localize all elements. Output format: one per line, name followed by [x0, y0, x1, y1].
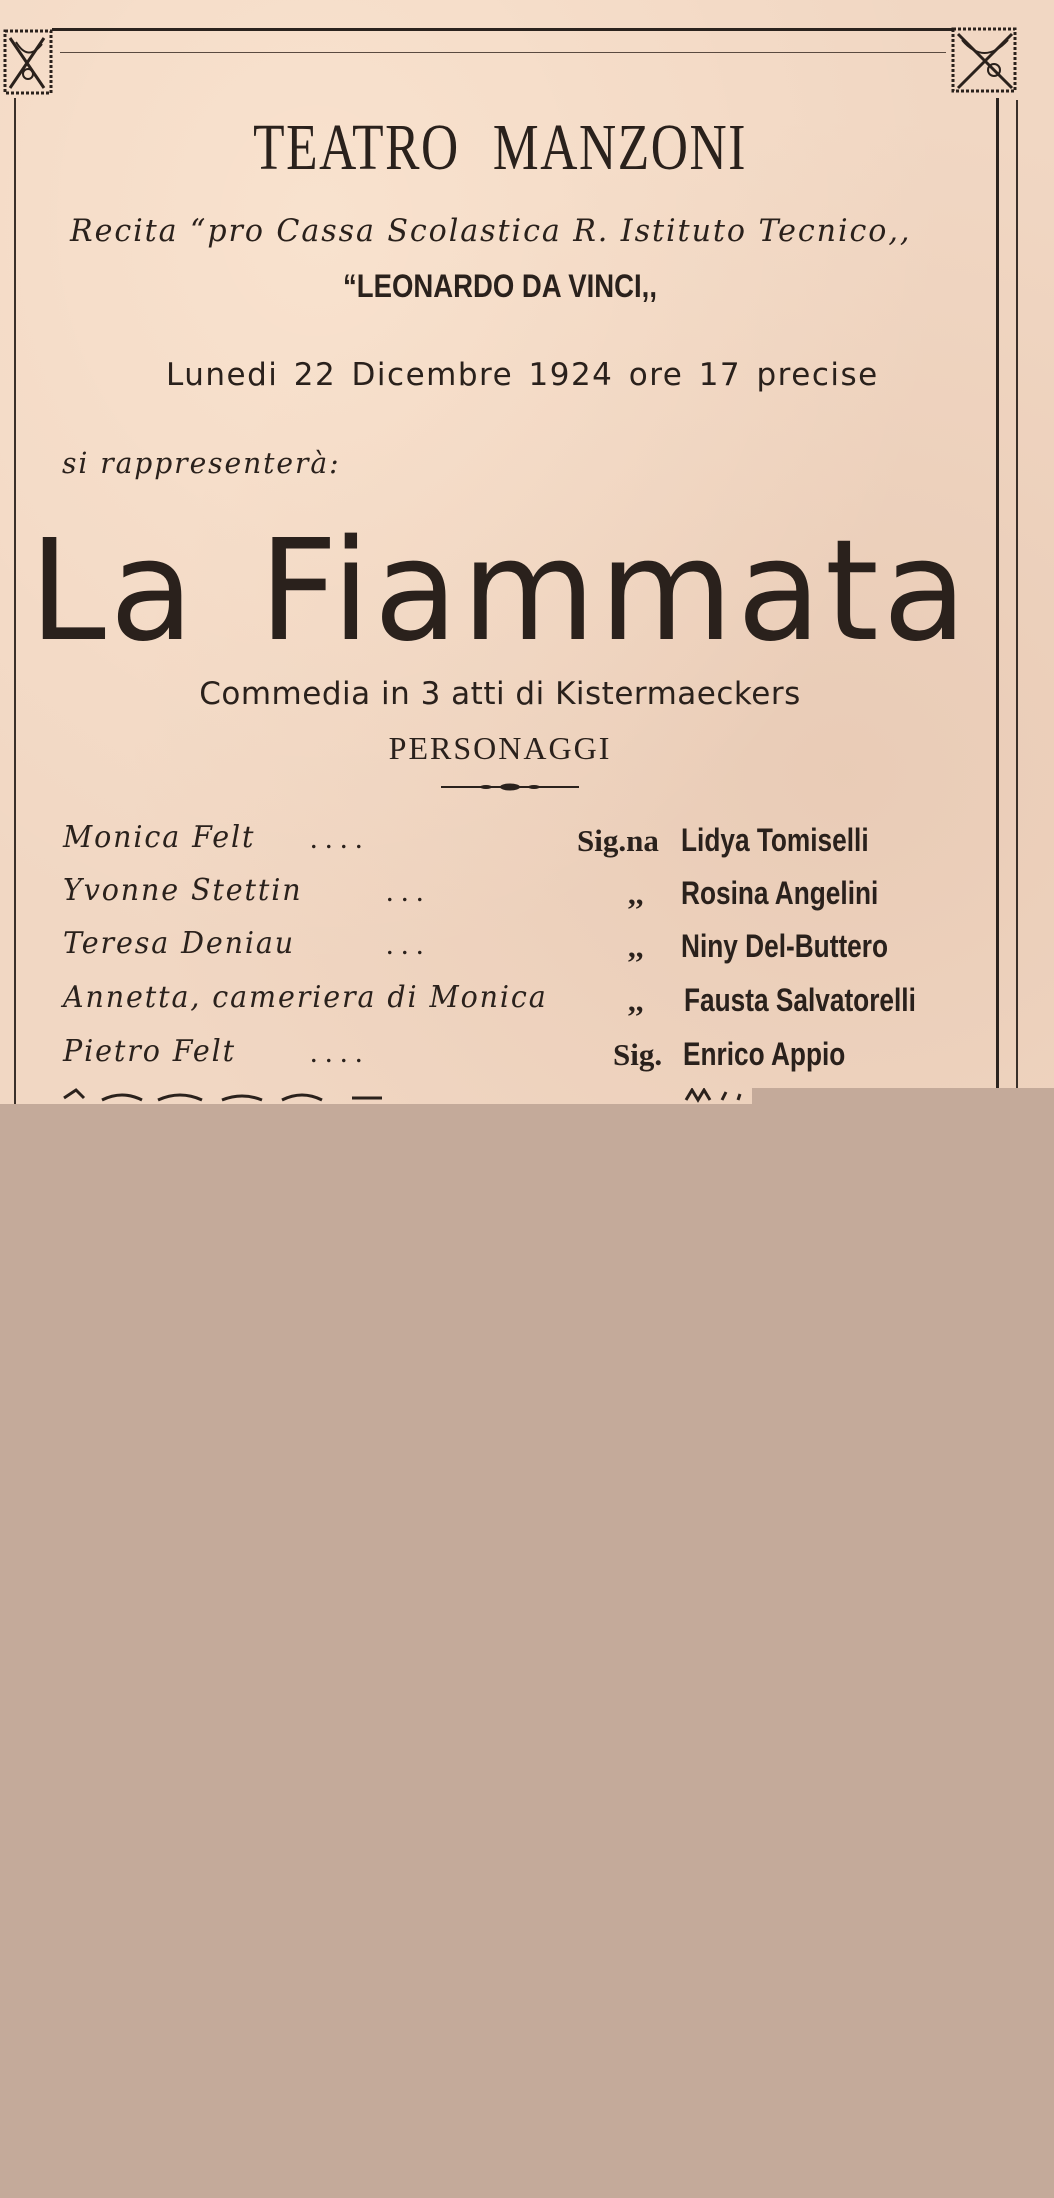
cast-leader-dots: . . . .: [310, 1036, 363, 1069]
cast-actor: Lidya Tomiselli: [681, 822, 869, 858]
corner-ornament-right-icon: [950, 26, 1020, 96]
cast-leader-dots: . . . .: [310, 822, 363, 855]
cast-actor: Niny Del-Buttero: [681, 928, 889, 964]
cast-role: Annetta, cameriera di Monica: [63, 980, 548, 1015]
intro-line: si rappresenterà:: [62, 446, 341, 480]
cast-role: Teresa Deniau: [63, 926, 296, 961]
cast-actor: Rosina Angelini: [681, 875, 879, 911]
theatre-name: TEATRO MANZONI: [253, 111, 747, 184]
cast-title-prefix: ,,: [628, 876, 644, 911]
cast-title-prefix: Sig.: [613, 1037, 663, 1072]
corner-ornament-left-icon: [2, 28, 54, 98]
divider-ornament-icon: [441, 783, 579, 791]
cast-role: Monica Felt: [63, 820, 256, 855]
cast-heading: PERSONAGGI: [388, 730, 612, 766]
institute-name: “LEONARDO DA VINCI,,: [343, 268, 657, 304]
frame-right-rule: [996, 98, 999, 1088]
cast-leader-dots: . . .: [386, 875, 424, 908]
cast-title-prefix: ,,: [628, 929, 644, 964]
frame-top-inner-rule: [60, 52, 946, 53]
missing-paper-area: [752, 1088, 1054, 1104]
cast-leader-dots: . . .: [386, 928, 424, 961]
cast-title-prefix: ,,: [628, 983, 644, 1018]
cut-off-cast-row: [62, 1088, 752, 1104]
cast-title-prefix: Sig.na: [577, 823, 659, 858]
benefit-line: Recita “pro Cassa Scolastica R. Istituto Tecnico,,: [70, 213, 912, 249]
play-subtitle: Commedia in 3 atti di Kistermaeckers: [199, 676, 801, 712]
cast-role: Yvonne Stettin: [63, 873, 303, 908]
cast-actor: Fausta Salvatorelli: [684, 982, 916, 1018]
performance-date: Lunedi 22 Dicembre 1924 ore 17 precise: [166, 357, 879, 393]
cast-role: Pietro Felt: [63, 1034, 237, 1069]
cast-actor: Enrico Appio: [683, 1036, 846, 1072]
frame-top-rule: [52, 28, 954, 31]
play-title: La Fiammata: [29, 510, 971, 673]
frame-right-outer-rule: [1016, 100, 1018, 1088]
